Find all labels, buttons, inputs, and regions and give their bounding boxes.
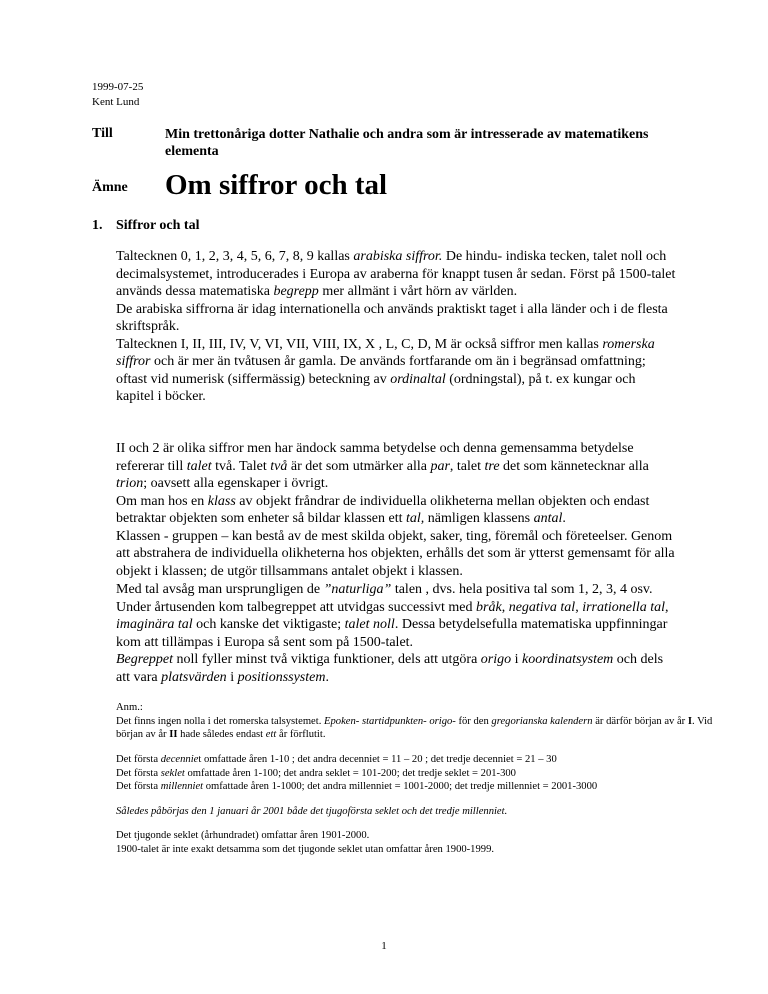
note1-run: för den	[455, 715, 492, 727]
date: 1999-07-25	[92, 81, 144, 93]
note1-run: är därför början av år	[592, 715, 688, 727]
paragraph1-run: romerska siffror	[116, 336, 655, 369]
paragraph-number-history	[116, 581, 676, 686]
paragraph2-run: tre	[484, 458, 500, 474]
note-roman-zero	[116, 701, 716, 742]
paragraph2-run: .	[562, 511, 566, 526]
paragraph3-run: positionssystem	[237, 669, 326, 685]
paragraph3-run: platsvärden	[161, 669, 227, 685]
paragraph2-run: Klassen - gruppen – kan bestå av de mest skilda objekt, saker, ting, föremål och företeelser. Genom att abstrahera de individuella olikheterna hos objekten, erhålls det som är ytterst gemensamt för alla objekt i klassen; de utgör tillsammans antalet objekt i klassen.	[116, 528, 675, 579]
paragraph2-run: det som kännetecknar alla	[499, 458, 649, 474]
paragraph2-run: talet	[186, 458, 212, 474]
paragraph2-run: är det som utmärker alla	[287, 458, 431, 474]
document-title: Om siffror och tal	[165, 169, 388, 201]
paragraph2-run: trion	[116, 476, 144, 491]
note1-run: Epoken- startidpunkten- origo-	[324, 715, 456, 727]
paragraph3-run: Begreppet	[116, 652, 174, 667]
paragraph3-run: origo	[480, 652, 512, 667]
paragraph3-run: talen , dvs. hela positiva tal som 1, 2, 3, 4 osv. Under årtusenden kom talbegreppet att utvidgas successivt med	[116, 582, 653, 615]
note1-run: Anm.:	[116, 702, 143, 713]
paragraph3-run: noll fyller minst två viktiga funktioner, dels att utgöra	[173, 652, 481, 667]
paragraph3-run: ”naturliga”	[323, 582, 392, 597]
paragraph-number-concept	[116, 440, 676, 580]
paragraph1-run: ordinaltal	[390, 371, 446, 387]
paragraph3-run: . Dessa betydelsefulla matematiska uppfinningar kom att tillämpas i Europa så sent som på 1500-talet.	[116, 617, 668, 650]
note1-run: ett	[265, 729, 277, 740]
page-number: 1	[381, 940, 387, 952]
paragraph3-run: ,	[575, 599, 583, 615]
paragraph2-run: par	[430, 458, 450, 474]
paragraph2-run: antal	[533, 511, 563, 526]
note1-run: hade således endast	[177, 729, 266, 740]
subject-label: Ämne	[92, 180, 128, 195]
note-decades	[116, 753, 716, 794]
note2-run: decennie	[160, 754, 199, 765]
paragraph3-run: talet noll	[344, 617, 395, 632]
paragraph3-run: i	[511, 652, 523, 667]
to-label: Till	[92, 126, 113, 141]
author: Kent Lund	[92, 96, 140, 108]
note2-run: omfattade åren 1-100; det andra seklet = 101-200; det tredje seklet = 201-300	[184, 767, 516, 779]
note1-run: år förflutit.	[276, 729, 326, 740]
paragraph3-run: och kanske det viktigaste;	[192, 617, 345, 632]
note4-run: 1900-talet är inte exakt detsamma som det tjugonde seklet utan omfattar åren 1900-1999.	[116, 843, 495, 855]
paragraph3-run: negativa tal	[508, 599, 576, 615]
paragraph1-run: begrepp	[273, 284, 319, 299]
paragraph3-run: ,	[501, 599, 509, 615]
note-millennium: Således påbörjas den 1 januari år 2001 både det tjugoförsta seklet och det tredje millenniet.	[116, 806, 508, 817]
paragraph2-run: två	[270, 458, 288, 474]
paragraph3-run: Med tal avsåg man ursprungligen de	[116, 582, 324, 597]
note-twentieth-century	[116, 829, 716, 856]
note2-run: millenniet	[160, 781, 204, 792]
paragraph3-run: i	[226, 669, 238, 685]
paragraph2-run: klass	[207, 493, 236, 509]
note2-run: seklet	[160, 767, 185, 779]
paragraph1-run: Taltecknen 0, 1, 2, 3, 4, 5, 6, 7, 8, 9 kallas	[116, 249, 354, 264]
paragraph3-run: ,	[665, 599, 669, 615]
note1-run: . Vid början av år	[116, 715, 713, 740]
paragraph2-run: av objekt fråndrar de individuella olikheterna mellan objekten och endast betraktar objekten som enheter så bildar klassen ett	[116, 493, 650, 526]
note2-run: t omfattade åren 1-10 ; det andra decenniet = 11 – 20 ; det tredje decenniet = 21 – 30	[198, 754, 557, 765]
paragraph1-run: De arabiska siffrorna är idag internationella och används praktiskt taget i alla länder och i de flesta skriftspråk.	[116, 301, 668, 334]
document-header	[92, 80, 143, 110]
note1-run: I	[687, 715, 692, 727]
paragraph3-run: imaginära tal	[116, 617, 193, 632]
section-title: Siffror och tal	[116, 218, 200, 233]
paragraph3-run: .	[325, 669, 329, 685]
paragraph2-run: tal,	[406, 511, 425, 526]
paragraph3-run: koordinatsystem	[522, 652, 614, 667]
paragraph2-run: nämligen klassens	[424, 511, 534, 526]
note1-run: Det finns ingen nolla i det romerska talsystemet.	[116, 715, 325, 727]
to-text: Min trettonåriga dotter Nathalie och andra som är intresserade av matematikens elementa	[165, 127, 649, 159]
paragraph1-run: mer allmänt i vårt hörn av världen.	[318, 284, 518, 299]
paragraph1-run: De hindu- indiska tecken, talet noll och decimalsystemet, introducerades i Europa av araberna för knappt tusen år sedan. Först på 1500-talet används dessa matematiska	[116, 249, 676, 299]
paragraph2-run: , talet	[449, 458, 485, 474]
paragraph-arabic-roman	[116, 248, 676, 406]
note1-run: II	[169, 729, 178, 740]
paragraph3-run: irrationella tal	[582, 599, 666, 615]
paragraph2-run: ; oavsett alla egenskaper i övrigt.	[143, 476, 329, 491]
section-number: 1.	[92, 218, 103, 233]
paragraph3-run: bråk	[476, 599, 502, 615]
section-heading	[92, 218, 199, 234]
paragraph3-run: och dels att vara	[116, 652, 664, 685]
paragraph2-run: Om man hos en	[116, 493, 208, 509]
note4-run: Det tjugonde seklet (århundradet) omfattar åren 1901-2000.	[116, 830, 370, 841]
note2-run: Det första	[116, 754, 161, 765]
paragraph1-run: och är mer än tvåtusen år gamla. De används fortfarande om än i begränsad omfattning; oftast vid numerisk (siffermässig) beteckning av	[116, 354, 646, 387]
note2-run: omfattade åren 1-1000; det andra millenniet = 1001-2000; det tredje millenniet = 2001-3000	[203, 781, 598, 792]
paragraph1-run: arabiska siffror.	[353, 249, 443, 264]
paragraph1-run: (ordningstal), på t. ex kungar och kapitel i böcker.	[116, 371, 636, 404]
note2-run: Det första	[116, 781, 161, 792]
paragraph2-run: två. Talet	[211, 458, 271, 474]
paragraph1-run: Taltecknen I, II, III, IV, V, VI, VII, VIII, IX, X , L, C, D, M är också siffror men kallas	[116, 336, 603, 352]
note2-run: Det första	[116, 767, 161, 779]
paragraph2-run: II och 2 är olika siffror men har ändock samma betydelse och denna gemensamma betydelse refererar till	[116, 441, 634, 474]
note1-run: gregorianska kalendern	[491, 715, 593, 727]
